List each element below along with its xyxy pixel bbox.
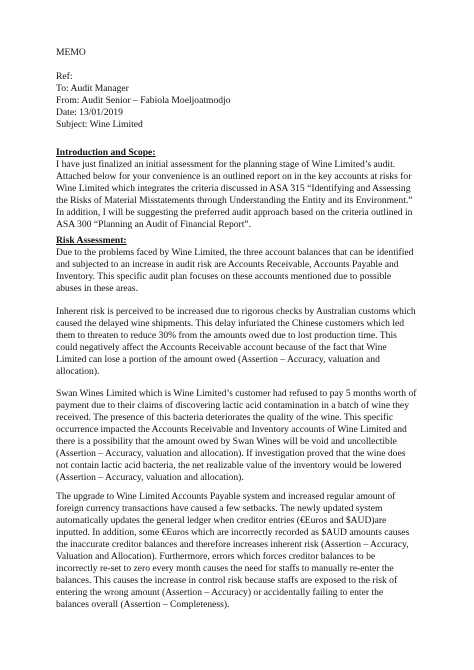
paragraph-line: (Assertion – Accuracy, valuation and allocation). If investigation proved that the wine does [56, 448, 406, 459]
paragraph-line: Inherent risk is perceived to be increased due to rigorous checks by Australian customs which [56, 306, 416, 317]
paragraph-line: abuses in these areas. [56, 283, 139, 294]
paragraph-line: automatically updates the general ledger when creditor entries (€Euros and $AUD)are [56, 515, 387, 526]
intro-heading: Introduction and Scope: [56, 147, 156, 158]
memo-subject: Subject: Wine Limited [56, 119, 143, 130]
paragraph-line: received. The presence of this bacteria deteriorates the quality of the wine. This specific [56, 412, 394, 423]
paragraph-line: (Assertion – Accuracy, valuation and allocation). [56, 472, 244, 483]
paragraph-line: Attached below for your convenience is an outlined report on in the key accounts at risks for [56, 171, 412, 182]
paragraph-line: the inaccurate creditor balances and therefore increases inherent risk (Assertion – Accuracy, [56, 539, 409, 550]
paragraph-line: occurrence impacted the Accounts Receivable and Inventory accounts of Wine Limited and [56, 424, 407, 435]
paragraph-line: Limited can lose a portion of the amount owed (Assertion – Accuracy, valuation and [56, 354, 380, 365]
paragraph-line: not contain lactic acid bacteria, the net realizable value of the inventory would be lowered [56, 460, 402, 471]
memo-date: Date: 13/01/2019 [56, 107, 123, 118]
intro-paragraph [56, 159, 446, 231]
paragraph-line: the Risks of Material Misstatements through Understanding the Entity and its Environment.” [56, 195, 413, 206]
memo-header [56, 47, 446, 131]
paragraph-line: foreign currency transactions have caused a few setbacks. The newly updated system [56, 503, 383, 514]
paragraph-line: caused the delayed wine shipments. This delay infuriated the Chinese customers which led [56, 318, 405, 329]
risk-heading: Risk Assessment: [56, 235, 127, 246]
memo-title: MEMO [56, 47, 86, 58]
paragraph-line: allocation). [56, 366, 100, 377]
blank-line [56, 59, 446, 71]
paragraph-line: balances. This causes the increase in control risk because staffs are exposed to the risk of [56, 575, 398, 586]
paragraph-line: I have just finalized an initial assessment for the planning stage of Wine Limited’s audit. [56, 159, 396, 170]
paragraph-line: incorrectly re-set to zero every month causes the need for staffs to manually re-enter the [56, 563, 394, 574]
paragraph-line: Valuation and Allocation). Furthermore, errors which forces creditor balances to be [56, 551, 376, 562]
paragraph-line: Inventory. This specific audit plan focuses on these accounts mentioned due to possible [56, 271, 392, 282]
paragraph-line: entering the wrong amount (Assertion – Accuracy) or accidentally failing to enter the [56, 587, 384, 598]
risk-paragraph-4 [56, 491, 446, 611]
risk-paragraph-3 [56, 388, 446, 484]
paragraph-line: Wine Limited which integrates the criteria discussed in ASA 315 “Identifying and Assessing [56, 183, 411, 194]
paragraph-line: and subjected to an increase in audit risk are Accounts Receivable, Accounts Payable and [56, 259, 399, 270]
memo-from: From: Audit Senior – Fabiola Moeljoatmodjo [56, 95, 231, 106]
paragraph-line: Due to the problems faced by Wine Limited, the three account balances that can be identified [56, 247, 414, 258]
paragraph-line: there is a possibility that the amount owed by Swan Wines will be void and uncollectible [56, 436, 397, 447]
paragraph-line: could negatively affect the Accounts Receivable account because of the fact that Wine [56, 342, 387, 353]
risk-paragraph-1 [56, 247, 446, 295]
paragraph-line: inputted. In addition, some €Euros which are incorrectly recorded as $AUD amounts causes [56, 527, 410, 538]
paragraph-line: payment due to their claims of discovering lactic acid contamination in a batch of wine they [56, 400, 409, 411]
paragraph-line: In addition, I will be suggesting the preferred audit approach based on the criteria outlined in [56, 207, 413, 218]
paragraph-line: Swan Wines Limited which is Wine Limited’s customer had refused to pay 5 months worth of [56, 388, 417, 399]
paragraph-line: them to threaten to reduce 30% from the amounts owed due to lost production time. This [56, 330, 397, 341]
paragraph-line: ASA 300 “Planning an Audit of Financial Report”. [56, 219, 252, 230]
memo-ref: Ref: [56, 71, 73, 82]
paragraph-line: The upgrade to Wine Limited Accounts Payable system and increased regular amount of [56, 491, 396, 502]
memo-to: To: Audit Manager [56, 83, 129, 94]
risk-paragraph-2 [56, 306, 446, 378]
paragraph-line: balances overall (Assertion – Completeness). [56, 599, 230, 610]
